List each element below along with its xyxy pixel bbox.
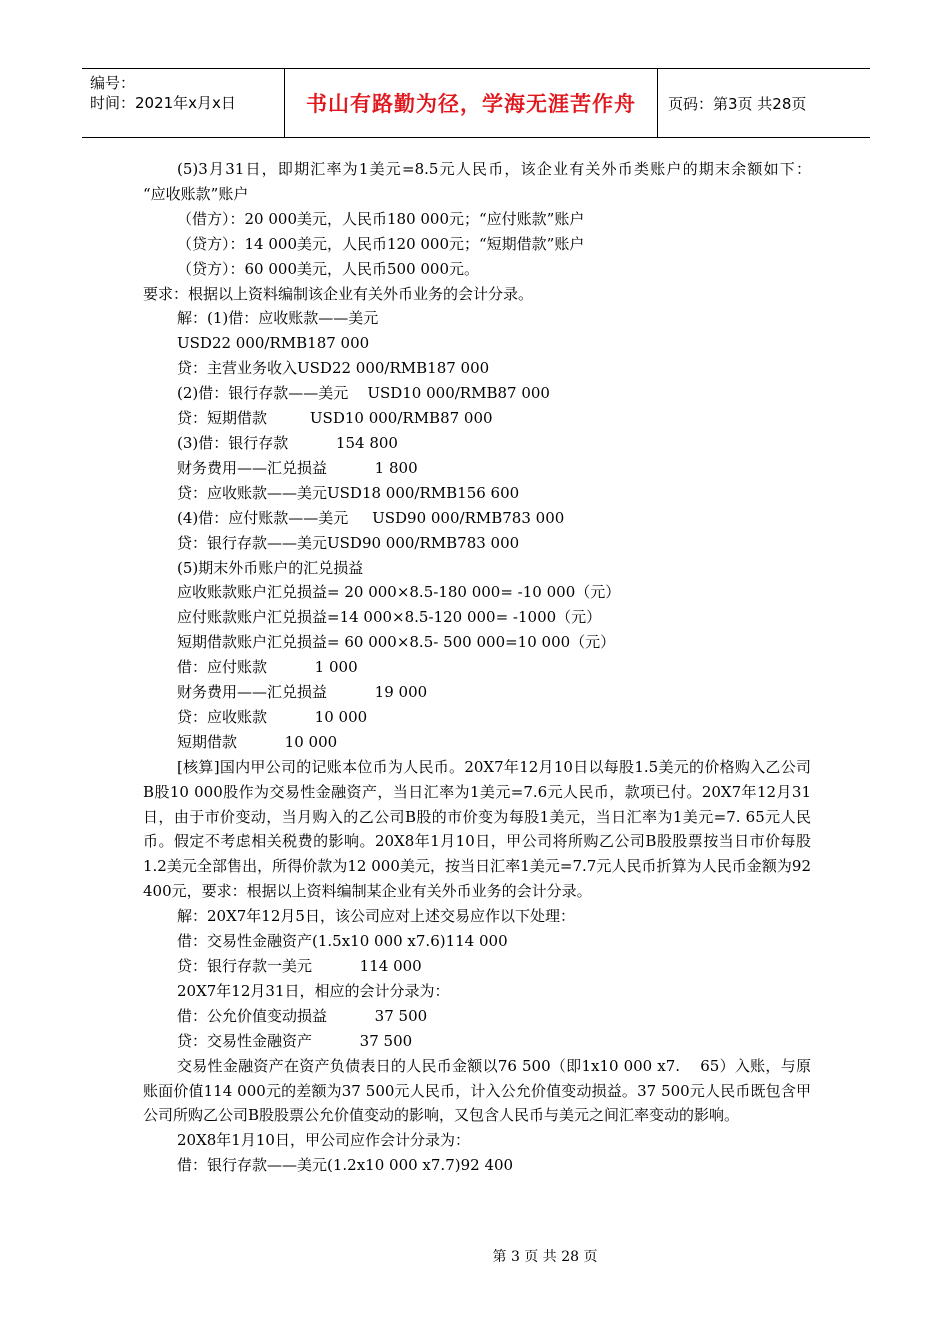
text-line: 短期借款账户汇兑损益= 60 000×8.5- 500 000=10 000（元） <box>177 633 616 652</box>
text-line: 应付账款账户汇兑损益=14 000×8.5-120 000= -1000（元） <box>177 608 602 627</box>
text-line: (2)借：银行存款——美元 USD10 000/RMB87 000 <box>177 384 550 403</box>
text-line: 借：交易性金融资产(1.5x10 000 x7.6)114 000 <box>177 932 508 951</box>
text-line: 要求：根据以上资料编制该企业有关外币业务的会计分录。 <box>143 284 534 303</box>
page-footer: 第 3 页 共 28 页 <box>492 1249 598 1265</box>
text-line: 应收账款账户汇兑损益= 20 000×8.5-180 000= -10 000（元） <box>177 583 621 602</box>
text-line: 交易性金融资产在资产负债表日的人民币金额以76 500（即1x10 000 x7. 65）入账，与原账面价值114 000元的差额为37 500元人民币，计入公允价值变动损益。37 500元人民币既包含甲公司所购乙公司B股股票公允价值变动的影响，又包含人民币与美元之间汇率变动的影响。 <box>143 1056 811 1125</box>
text-line: (5)期末外币账户的汇兑损益 <box>177 558 364 577</box>
text-line: (5)3月31日，即期汇率为1美元=8.5元人民币，该企业有关外币类账户的期末余额如下： “应收账款”账户 <box>143 160 835 203</box>
text-line: 财务费用——汇兑损益 1 800 <box>177 458 418 477</box>
text-line: （贷方）：14 000美元，人民币120 000元；“短期借款”账户 <box>177 234 585 253</box>
text-line: 解：(1)借：应收账款——美元 <box>177 309 379 328</box>
text-line: 借：公允价值变动损益 37 500 <box>177 1006 428 1025</box>
text-line: (3)借：银行存款 154 800 <box>177 433 398 452</box>
text-line: USD22 000/RMB187 000 <box>177 334 370 353</box>
text-line: 短期借款 10 000 <box>177 732 338 751</box>
header-meta <box>82 69 285 137</box>
text-line: 贷：交易性金融资产 37 500 <box>177 1031 413 1050</box>
text-line: 借：应付账款 1 000 <box>177 658 358 677</box>
text-line: 贷：应收账款 10 000 <box>177 707 368 726</box>
number-label: 编号： <box>90 74 136 92</box>
page-header <box>82 68 870 138</box>
text-line: 财务费用——汇兑损益 19 000 <box>177 683 428 702</box>
text-line: （贷方）：60 000美元，人民币500 000元。 <box>177 259 480 278</box>
text-line: [核算]国内甲公司的记账本位币为人民币。20X7年12月10日以每股1.5美元的价格购入乙公司B股10 000股作为交易性金融资产，当日汇率为1美元=7.6元人民币，款项已付。20X7年12月31日，由于市价变动，当月购入的乙公司B股的市价变为每股1美元，当日汇率为1美元=7. 65元人民币。假定不考虑相关税费的影响。20X8年1月10日，甲公司将所购乙公司B股股票按当日市价每股1.2美元全部售出，所得价款为12 000美元，按当日汇率1美元=7.7元人民币折算为人民币金额为92 400元，要求：根据以上资料编制某企业有关外币业务的会计分录。 <box>143 757 816 901</box>
text-line: (4)借：应付账款——美元 USD90 000/RMB783 000 <box>177 508 565 527</box>
text-line: 解：20X7年12月5日，该公司应对上述交易应作以下处理： <box>177 907 575 926</box>
time-label: 时间：2021年x月x日 <box>90 94 236 112</box>
text-line: 贷：应收账款——美元USD18 000/RMB156 600 <box>177 483 520 502</box>
document-body <box>143 157 835 1178</box>
text-line: 贷：银行存款一美元 114 000 <box>177 957 422 975</box>
text-line: （借方）：20 000美元，人民币180 000元；“应付账款”账户 <box>177 209 585 228</box>
text-line: 贷：银行存款——美元USD90 000/RMB783 000 <box>177 533 520 552</box>
text-line: 借：银行存款——美元(1.2x10 000 x7.7)92 400 <box>177 1156 514 1175</box>
text-line: 20X7年12月31日，相应的会计分录为： <box>177 981 450 1000</box>
text-line: 20X8年1月10日，甲公司应作会计分录为： <box>177 1131 470 1150</box>
text-line: 贷：短期借款 USD10 000/RMB87 000 <box>177 409 493 428</box>
header-page-info: 页码：第3页 共28页 <box>668 94 807 113</box>
text-line: 贷：主营业务收入USD22 000/RMB187 000 <box>177 359 490 378</box>
header-motto: 书山有路勤为径，学海无涯苦作舟 <box>285 69 658 137</box>
